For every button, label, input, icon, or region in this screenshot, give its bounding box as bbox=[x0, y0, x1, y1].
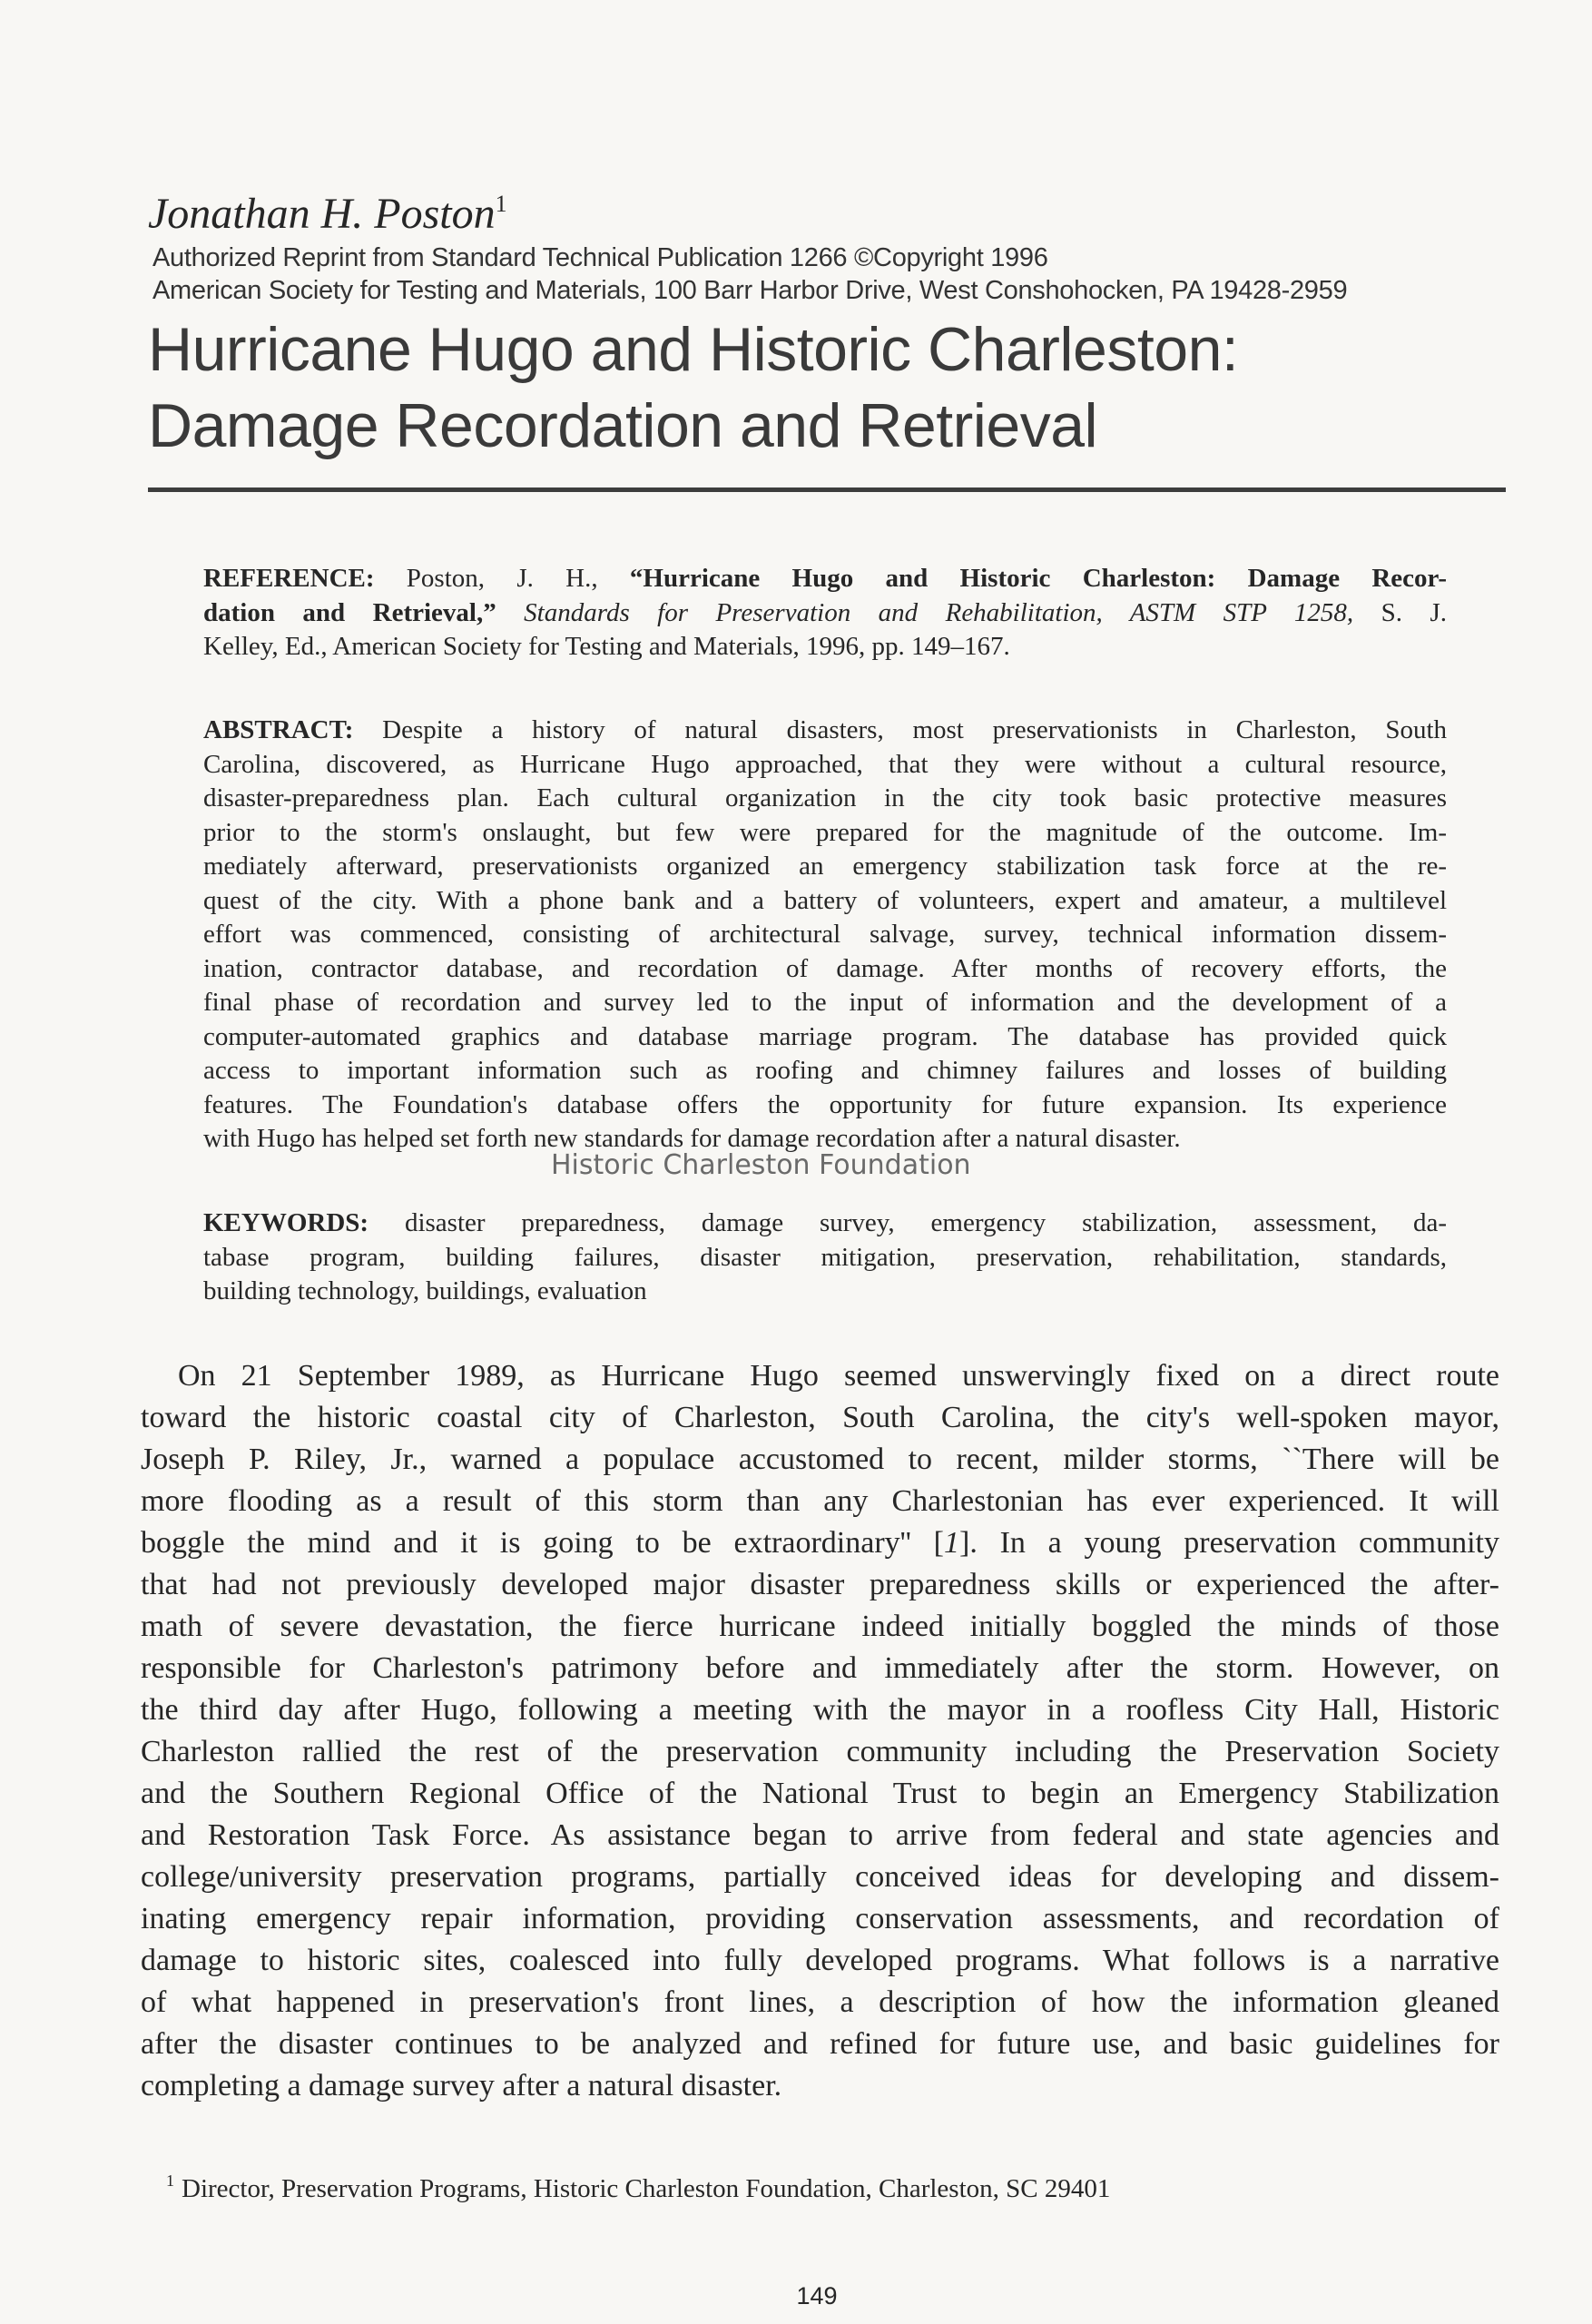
reference-block bbox=[203, 562, 1447, 665]
publisher-address: American Society for Testing and Materials, 100 Barr Harbor Drive, West Conshohocken, PA 19428-2959 bbox=[152, 276, 1348, 305]
body-text-segment: ]. In a young preservation community bbox=[959, 1526, 1499, 1560]
abstract-line bbox=[203, 782, 1447, 816]
title-rule bbox=[148, 487, 1506, 492]
body-line bbox=[141, 1439, 1499, 1481]
body-line bbox=[141, 1982, 1499, 2024]
footnote bbox=[166, 2171, 1110, 2204]
body-line bbox=[141, 1648, 1499, 1689]
body-text-segment: and the Southern Regional Office of the National Trust to begin an Emergency Stabilization bbox=[141, 1777, 1499, 1810]
abstract-line bbox=[203, 816, 1447, 851]
reference-line bbox=[203, 630, 1447, 665]
body-line bbox=[141, 1815, 1499, 1856]
abstract-text-segment: final phase of recordation and survey led to the input of information and the development of a bbox=[203, 988, 1447, 1017]
body-text-segment: the third day after Hugo, following a meeting with the mayor in a roofless City Hall, Historic bbox=[141, 1693, 1499, 1727]
abstract-text-segment: ABSTRACT: bbox=[203, 715, 354, 744]
keywords-line bbox=[203, 1206, 1447, 1241]
body-text-segment: completing a damage survey after a natural disaster. bbox=[141, 2069, 782, 2102]
author-name-text: Jonathan H. Poston bbox=[148, 190, 496, 238]
body-text-segment: inating emergency repair information, providing conservation assessments, and recordation of bbox=[141, 1902, 1499, 1935]
abstract-text-segment: quest of the city. With a phone bank and a battery of volunteers, expert and amateur, a multilevel bbox=[203, 885, 1447, 915]
reference-text-segment: Poston, J. H., bbox=[374, 564, 630, 593]
watermark: Historic Charleston Foundation bbox=[551, 1149, 971, 1181]
body-text-segment: Charleston rallied the rest of the preservation community including the Preservation Society bbox=[141, 1735, 1499, 1768]
body-line bbox=[141, 1606, 1499, 1648]
keywords-text-segment: tabase program, building failures, disaster mitigation, preservation, rehabilitation, standards, bbox=[203, 1242, 1447, 1272]
keywords-block bbox=[203, 1206, 1447, 1309]
abstract-line bbox=[203, 884, 1447, 919]
reference-text-segment: Kelley, Ed., American Society for Testing and Materials, 1996, pp. 149–167. bbox=[203, 632, 1010, 661]
body-text-segment: damage to historic sites, coalesced into fully developed programs. What follows is a narrative bbox=[141, 1944, 1499, 1977]
paper-title-line-2: Damage Recordation and Retrieval bbox=[148, 391, 1098, 460]
keywords-line bbox=[203, 1275, 1447, 1309]
abstract-line bbox=[203, 952, 1447, 987]
body-paragraph bbox=[141, 1355, 1499, 2107]
body-line bbox=[141, 2065, 1499, 2107]
body-line bbox=[141, 1481, 1499, 1522]
author-name bbox=[148, 189, 507, 239]
abstract-line bbox=[203, 986, 1447, 1020]
body-text-segment: responsible for Charleston's patrimony before and immediately after the storm. However, on bbox=[141, 1651, 1499, 1685]
footnote-text: Director, Preservation Programs, Historic Charleston Foundation, Charleston, SC 29401 bbox=[182, 2174, 1111, 2203]
page-number: 149 bbox=[796, 2282, 838, 2309]
body-line bbox=[141, 1522, 1499, 1564]
body-text-segment: that had not previously developed major disaster preparedness skills or experienced the after- bbox=[141, 1568, 1499, 1601]
abstract-text-segment: access to important information such as roofing and chimney failures and losses of building bbox=[203, 1056, 1447, 1085]
abstract-text-segment: computer-automated graphics and database marriage program. The database has provided quick bbox=[203, 1021, 1447, 1051]
abstract-text-segment: disaster-preparedness plan. Each cultural organization in the city took basic protective measures bbox=[203, 783, 1447, 812]
abstract-block bbox=[203, 714, 1447, 1157]
abstract-text-segment: features. The Foundation's database offers the opportunity for future expansion. Its experience bbox=[203, 1089, 1447, 1119]
reference-text-segment: dation and Retrieval,” bbox=[203, 597, 496, 627]
footnote-mark: 1 bbox=[166, 2171, 174, 2190]
abstract-line bbox=[203, 1054, 1447, 1088]
body-text-segment: Joseph P. Riley, Jr., warned a populace accustomed to recent, milder storms, ``There will be bbox=[141, 1443, 1499, 1476]
reference-text-segment: S. J. bbox=[1353, 597, 1448, 627]
body-text-segment: after the disaster continues to be analyzed and refined for future use, and basic guidelines for bbox=[141, 2027, 1499, 2061]
reference-line bbox=[203, 596, 1447, 631]
body-line bbox=[141, 1355, 1499, 1397]
keywords-line bbox=[203, 1241, 1447, 1275]
abstract-text-segment: Carolina, discovered, as Hurricane Hugo approached, that they were without a cultural resource, bbox=[203, 749, 1447, 779]
paper-title-line-1: Hurricane Hugo and Historic Charleston: bbox=[148, 315, 1239, 384]
abstract-text-segment: Despite a history of natural disasters, most preservationists in Charleston, South bbox=[353, 715, 1447, 744]
abstract-text-segment: with Hugo has helped set forth new standards for damage recordation after a natural disaster. bbox=[203, 1124, 1181, 1153]
reference-text-segment: “Hurricane Hugo and Historic Charleston: Damage Recor- bbox=[629, 564, 1448, 593]
abstract-text-segment: effort was commenced, consisting of architectural salvage, survey, technical information dissem- bbox=[203, 920, 1447, 949]
body-text-segment: and Restoration Task Force. As assistance began to arrive from federal and state agencies and bbox=[141, 1818, 1499, 1852]
body-text-segment: math of severe devastation, the fierce hurricane indeed initially boggled the minds of those bbox=[141, 1610, 1499, 1643]
abstract-text-segment: prior to the storm's onslaught, but few were prepared for the magnitude of the outcome. Im- bbox=[203, 817, 1447, 847]
body-text-segment: toward the historic coastal city of Charleston, South Carolina, the city's well-spoken mayor, bbox=[141, 1401, 1499, 1434]
body-text-segment: of what happened in preservation's front lines, a description of how the information gleaned bbox=[141, 1985, 1499, 2019]
abstract-line bbox=[203, 714, 1447, 748]
abstract-text-segment: mediately afterward, preservationists organized an emergency stabilization task force at the re- bbox=[203, 852, 1447, 881]
body-line bbox=[141, 1773, 1499, 1815]
body-text-segment: 1 bbox=[944, 1526, 959, 1560]
body-text-segment: boggle the mind and it is going to be extraordinary'' [ bbox=[141, 1526, 944, 1560]
body-line bbox=[141, 1731, 1499, 1773]
body-text-segment: more flooding as a result of this storm than any Charlestonian has ever experienced. It will bbox=[141, 1484, 1499, 1518]
body-line bbox=[141, 1397, 1499, 1439]
abstract-line bbox=[203, 748, 1447, 783]
abstract-line bbox=[203, 1020, 1447, 1055]
keywords-text-segment: disaster preparedness, damage survey, emergency stabilization, assessment, da- bbox=[369, 1208, 1447, 1237]
reprint-notice: Authorized Reprint from Standard Technical Publication 1266 ©Copyright 1996 bbox=[152, 243, 1048, 272]
abstract-text-segment: ination, contractor database, and recordation of damage. After months of recovery efforts, the bbox=[203, 953, 1447, 983]
body-line bbox=[141, 1856, 1499, 1898]
abstract-line bbox=[203, 1088, 1447, 1123]
author-footnote-mark: 1 bbox=[495, 191, 507, 217]
body-text-segment: college/university preservation programs, partially conceived ideas for developing and dissem- bbox=[141, 1860, 1499, 1894]
abstract-line bbox=[203, 918, 1447, 952]
body-text-segment: On 21 September 1989, as Hurricane Hugo seemed unswervingly fixed on a direct route bbox=[178, 1359, 1499, 1393]
keywords-text-segment: building technology, buildings, evaluation bbox=[203, 1276, 647, 1305]
body-line bbox=[141, 1564, 1499, 1606]
keywords-text-segment: KEYWORDS: bbox=[203, 1208, 369, 1237]
abstract-line bbox=[203, 850, 1447, 884]
body-line bbox=[141, 1689, 1499, 1731]
reference-text-segment: Standards for Preservation and Rehabilitation, ASTM STP 1258, bbox=[524, 597, 1354, 627]
body-line bbox=[141, 2024, 1499, 2065]
body-line bbox=[141, 1940, 1499, 1982]
reference-text-segment: REFERENCE: bbox=[203, 564, 375, 593]
reference-text-segment bbox=[496, 598, 524, 627]
reference-line bbox=[203, 562, 1447, 596]
body-line bbox=[141, 1898, 1499, 1940]
